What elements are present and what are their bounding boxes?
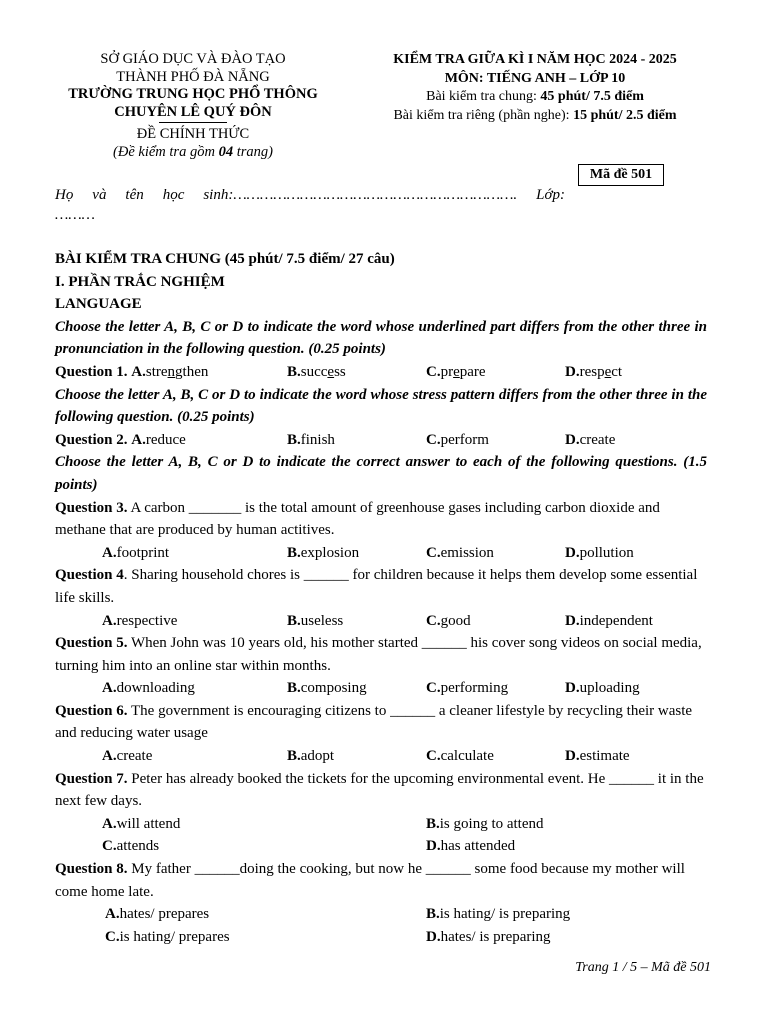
q1-c-underlined: e: [453, 363, 460, 380]
q5-stem: [55, 632, 707, 677]
q6-b-letter: B.: [287, 748, 301, 765]
q1-c-letter: C.: [426, 363, 441, 380]
q6-option-b: [287, 745, 426, 768]
q8-option-c: [55, 926, 426, 949]
q3-options: [55, 542, 707, 565]
q7-a-letter: A.: [102, 815, 117, 832]
q5-option-a: [55, 677, 287, 700]
question-2: [55, 429, 707, 452]
header-left: [52, 51, 334, 161]
student-class-line: ………: [55, 207, 96, 223]
q7-c-text: attends: [116, 838, 160, 855]
q8-text: My father ______doing the cooking, but now he ______ some food because my mother will come home late.: [55, 861, 685, 900]
q1-a-post: gthen: [175, 363, 209, 380]
q1-a-pre: stre: [145, 363, 168, 380]
student-name-line: Họ và tên học sinh:………………………………………………………. Lớp:: [55, 187, 565, 203]
q1-c-pre: pr: [440, 363, 454, 380]
q8-d-letter: D.: [426, 928, 441, 945]
q2-d-letter: D.: [565, 431, 580, 448]
q3-b-letter: B.: [287, 544, 301, 561]
page-count-pre: (Đề kiểm tra gồm: [113, 143, 219, 160]
q4-option-b: [287, 610, 426, 633]
q4-c-letter: C.: [426, 612, 441, 629]
common-test-info: [366, 88, 704, 107]
q1-d-post: ct: [611, 363, 623, 380]
q8-options-row1: [55, 903, 707, 926]
q7-text: Peter has already booked the tickets for the upcoming environmental event. He ______ it in the next few days.: [55, 770, 704, 810]
q6-stem: [55, 700, 707, 745]
q6-option-c: [426, 745, 565, 768]
common-test-label: Bài kiểm tra chung:: [426, 89, 541, 104]
q7-options-row1: [55, 813, 707, 836]
q4-label: Question 4: [55, 567, 124, 584]
q8-option-a: [55, 903, 426, 926]
q6-b-text: adopt: [300, 748, 335, 765]
q8-label: Question 8.: [55, 861, 128, 878]
q8-stem: [55, 858, 707, 903]
q3-b-text: explosion: [300, 544, 360, 561]
q5-label: Question 5.: [55, 635, 128, 652]
q7-c-letter: C.: [102, 838, 117, 855]
q5-option-b: [287, 677, 426, 700]
q4-a-text: respective: [116, 612, 178, 629]
q5-options: [55, 677, 707, 700]
q6-c-text: calculate: [440, 748, 494, 765]
q5-option-c: [426, 677, 565, 700]
q5-a-letter: A.: [102, 680, 117, 697]
exam-code-box: Mã đề 501: [578, 164, 664, 186]
page-footer: Trang 1 / 5 – Mã đề 501: [575, 960, 711, 975]
q1-option-d: [565, 361, 622, 384]
q7-option-a: [55, 813, 426, 836]
q2-option-a: [55, 429, 287, 452]
q3-option-b: [287, 542, 426, 565]
q4-option-d: [565, 610, 653, 633]
q5-d-letter: D.: [565, 680, 580, 697]
instruction-pronunciation: Choose the letter A, B, C or D to indicate the word whose underlined part differs from the other three in pronunciation in the following question. (0.25 points): [55, 318, 707, 358]
q7-b-letter: B.: [426, 815, 440, 832]
q8-c-text: is hating/ prepares: [119, 928, 230, 945]
common-test-value: 45 phút/ 7.5 điểm: [540, 89, 644, 104]
q6-a-letter: A.: [102, 748, 117, 765]
q2-a-text: reduce: [145, 431, 186, 448]
q3-c-text: emission: [440, 544, 494, 561]
instruction-stress: Choose the letter A, B, C or D to indicate the word whose stress pattern differs from the other three in the following question. (0.25 points): [55, 386, 707, 426]
q1-label: Question 1.: [55, 363, 128, 380]
department-name: SỞ GIÁO DỤC VÀ ĐÀO TẠO: [100, 51, 286, 67]
q7-label: Question 7.: [55, 770, 128, 787]
q4-b-letter: B.: [287, 612, 301, 629]
page-count-number: 04: [218, 143, 234, 160]
q2-option-c: [426, 429, 565, 452]
q1-b-pre: succ: [300, 363, 328, 380]
q6-d-text: estimate: [579, 748, 630, 765]
q5-c-letter: C.: [426, 680, 441, 697]
listening-test-label: Bài kiểm tra riêng (phần nghe):: [393, 107, 574, 123]
q5-option-d: [565, 677, 640, 700]
q6-option-a: [55, 745, 287, 768]
q6-label: Question 6.: [55, 702, 128, 719]
header-right: [366, 51, 704, 125]
part-title: I. PHẦN TRẮC NGHIỆM: [55, 273, 225, 290]
q3-option-d: [565, 542, 634, 565]
q2-option-d: [565, 429, 615, 452]
instruction-answer: Choose the letter A, B, C or D to indicate the correct answer to each of the following questions. (1.5 points): [55, 454, 707, 493]
q4-d-text: independent: [579, 612, 653, 629]
q8-b-letter: B.: [426, 906, 440, 923]
header-divider: [159, 122, 227, 123]
q4-c-text: good: [440, 612, 471, 629]
q2-d-text: create: [579, 431, 616, 448]
q1-b-letter: B.: [287, 363, 301, 380]
q6-option-d: [565, 745, 630, 768]
q6-options: [55, 745, 707, 768]
q5-a-text: downloading: [116, 680, 195, 697]
q3-d-text: pollution: [579, 544, 634, 561]
q4-a-letter: A.: [102, 612, 117, 629]
q7-options-row2: [55, 835, 707, 858]
q3-text: A carbon _______ is the total amount of greenhouse gases including carbon dioxide and methane that are produced by human actitives.: [55, 499, 660, 539]
exam-body: [55, 248, 707, 948]
q6-d-letter: D.: [565, 748, 580, 765]
q2-c-text: perform: [440, 431, 489, 448]
q5-d-text: uploading: [579, 680, 640, 697]
q1-option-b: [287, 361, 426, 384]
q5-b-letter: B.: [287, 680, 301, 697]
q4-b-text: useless: [300, 612, 344, 629]
q2-label: Question 2.: [55, 431, 128, 448]
q8-a-text: hates/ prepares: [119, 906, 210, 923]
q1-d-letter: D.: [565, 363, 580, 380]
q3-option-a: [55, 542, 287, 565]
q7-a-text: will attend: [116, 815, 181, 832]
q4-stem: [55, 564, 707, 609]
q7-option-b: [426, 813, 544, 836]
question-1: [55, 361, 707, 384]
q7-b-text: is going to attend: [439, 815, 544, 832]
q2-c-letter: C.: [426, 431, 441, 448]
q5-b-text: composing: [300, 680, 367, 697]
q7-d-letter: D.: [426, 838, 441, 855]
q3-c-letter: C.: [426, 544, 441, 561]
q8-option-b: [426, 903, 570, 926]
q4-option-a: [55, 610, 287, 633]
q2-b-letter: B.: [287, 431, 301, 448]
q3-stem: [55, 497, 707, 542]
q7-option-d: [426, 835, 515, 858]
q4-d-letter: D.: [565, 612, 580, 629]
q1-c-post: pare: [459, 363, 486, 380]
q6-a-text: create: [116, 748, 153, 765]
q8-a-letter: A.: [105, 906, 120, 923]
q7-stem: [55, 768, 707, 813]
city-name: THÀNH PHỐ ĐÀ NẴNG: [116, 68, 270, 85]
q3-label: Question 3.: [55, 499, 128, 516]
q3-option-c: [426, 542, 565, 565]
school-name: CHUYÊN LÊ QUÝ ĐÔN: [114, 103, 272, 120]
q1-option-a: [55, 361, 287, 384]
q1-d-underlined: e: [604, 363, 612, 380]
q8-option-d: [426, 926, 551, 949]
q1-a-letter: A.: [131, 363, 146, 380]
q7-d-text: has attended: [440, 838, 516, 855]
q5-c-text: performing: [440, 680, 509, 697]
q8-c-letter: C.: [105, 928, 120, 945]
q8-b-text: is hating/ is preparing: [439, 906, 571, 923]
school-type: TRƯỜNG TRUNG HỌC PHỔ THÔNG: [68, 86, 318, 102]
q4-options: [55, 610, 707, 633]
language-title: LANGUAGE: [55, 296, 142, 313]
q8-d-text: hates/ is preparing: [440, 928, 551, 945]
q1-option-c: [426, 361, 565, 384]
listening-test-value: 15 phút/ 2.5 điểm: [573, 107, 677, 123]
q3-d-letter: D.: [565, 544, 580, 561]
q5-text: When John was 10 years old, his mother started ______ his cover song videos on social media, turning him into an online star within months.: [55, 635, 702, 674]
q4-text: . Sharing household chores is ______ for children because it helps them develop some essential life skills.: [55, 567, 698, 606]
q7-option-c: [55, 835, 426, 858]
q2-option-b: [287, 429, 426, 452]
q2-a-letter: A.: [131, 431, 146, 448]
q4-option-c: [426, 610, 565, 633]
official-label: ĐỀ CHÍNH THỨC: [136, 126, 250, 142]
q1-b-post: ss: [334, 363, 346, 380]
exam-subject: MÔN: TIẾNG ANH – LỚP 10: [444, 70, 626, 86]
q6-c-letter: C.: [426, 748, 441, 765]
q1-d-pre: resp: [579, 363, 605, 380]
page-count-note: [52, 144, 334, 162]
q2-b-text: finish: [300, 431, 335, 448]
exam-title: KIỂM TRA GIỮA KÌ I NĂM HỌC 2024 - 2025: [393, 52, 677, 67]
q6-text: The government is encouraging citizens to ______ a cleaner lifestyle by recycling their waste and reducing water usage: [55, 702, 693, 742]
q3-a-letter: A.: [102, 544, 117, 561]
page-count-post: trang): [233, 143, 273, 160]
q1-a-underlined: n: [167, 363, 176, 380]
q1-b-underlined: e: [327, 363, 335, 380]
q3-a-text: footprint: [116, 544, 170, 561]
listening-test-info: [366, 107, 704, 126]
q8-options-row2: [55, 926, 707, 949]
section-title: BÀI KIỂM TRA CHUNG (45 phút/ 7.5 điểm/ 27 câu): [55, 251, 395, 267]
